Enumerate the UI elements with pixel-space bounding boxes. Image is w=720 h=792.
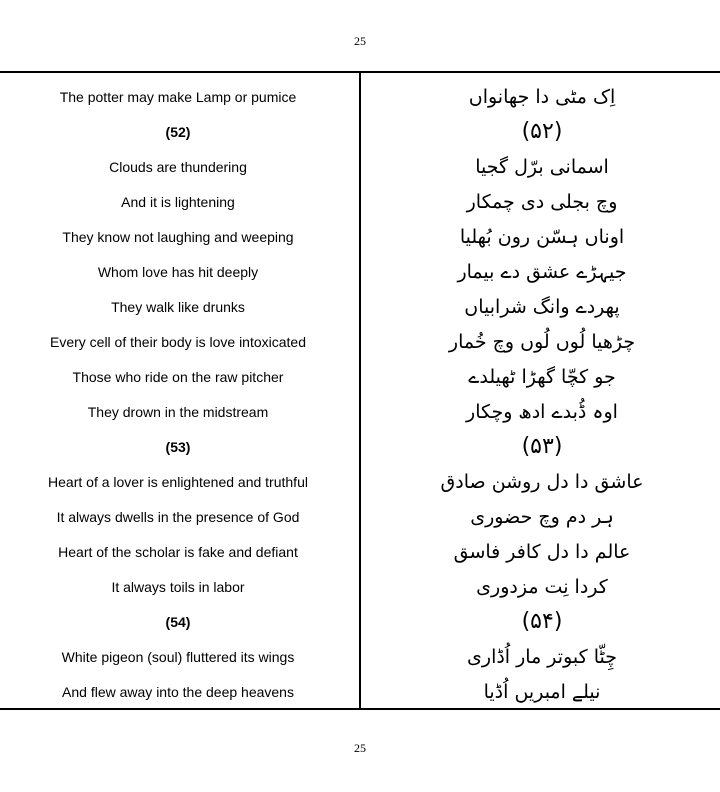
english-row xyxy=(0,254,356,289)
english-row xyxy=(0,80,356,114)
urdu-row xyxy=(364,219,720,254)
urdu-row xyxy=(364,324,720,359)
english-row xyxy=(0,499,356,534)
urdu-row xyxy=(364,184,720,219)
english-row xyxy=(0,149,356,184)
english-line: They know not laughing and weeping xyxy=(62,228,294,245)
bottom-rule xyxy=(0,708,720,710)
english-line: They drown in the midstream xyxy=(87,403,269,420)
urdu-line: ہر دم وچ حضوری xyxy=(470,505,614,528)
urdu-line: اِک مٹی دا جھانواں xyxy=(468,86,616,108)
english-row xyxy=(0,639,356,674)
english-row xyxy=(0,289,356,324)
english-row xyxy=(0,464,356,499)
urdu-line: عالم دا دل کافر فاسق xyxy=(453,540,631,563)
english-row xyxy=(0,674,356,709)
english-row xyxy=(0,569,356,604)
urdu-row xyxy=(364,114,720,149)
english-row xyxy=(0,604,356,639)
english-line: Whom love has hit deeply xyxy=(97,263,259,280)
urdu-line: پھردے وانگ شرابیاں xyxy=(464,295,620,318)
english-row xyxy=(0,324,356,359)
urdu-column xyxy=(364,80,720,709)
urdu-row xyxy=(364,394,720,429)
urdu-row xyxy=(364,289,720,324)
english-line: They walk like drunks xyxy=(111,298,245,315)
english-verse-number: (54) xyxy=(165,613,191,630)
english-line: White pigeon (soul) fluttered its wings xyxy=(61,648,295,665)
urdu-line: اوہ ڈُبدے ادھ وچکار xyxy=(466,400,618,423)
english-verse-number: (53) xyxy=(165,438,191,455)
english-line: It always toils in labor xyxy=(111,578,245,595)
english-row xyxy=(0,394,356,429)
urdu-line: جو کچّا گھڑا ٹھیلدے xyxy=(468,365,616,388)
english-column xyxy=(0,80,356,709)
english-row xyxy=(0,359,356,394)
english-line: Those who ride on the raw pitcher xyxy=(72,368,284,385)
english-row xyxy=(0,114,356,149)
urdu-row xyxy=(364,569,720,604)
english-line: And it is lightening xyxy=(121,193,235,210)
urdu-verse-number: (۵۳) xyxy=(521,434,563,459)
page-number-top: 25 xyxy=(354,34,366,48)
page-number-bottom: 25 xyxy=(354,741,366,755)
urdu-line: چڑھیا لُوں لُوں وچ خُمار xyxy=(448,330,636,353)
urdu-line: چِٹّا کبوتر مار اُڈاری xyxy=(467,645,617,668)
english-row xyxy=(0,184,356,219)
english-line: Every cell of their body is love intoxicated xyxy=(49,333,306,350)
urdu-row xyxy=(364,464,720,499)
urdu-line: کردا نِت مزدوری xyxy=(476,575,608,598)
english-line: The potter may make Lamp or pumice xyxy=(59,89,297,105)
urdu-row xyxy=(364,429,720,464)
english-row xyxy=(0,219,356,254)
column-divider xyxy=(359,71,361,710)
urdu-row xyxy=(364,359,720,394)
english-row xyxy=(0,534,356,569)
urdu-line: نیلے امبریں اُڈیا xyxy=(483,680,601,703)
urdu-line: اسمانی برّل گجیا xyxy=(475,155,609,178)
urdu-row xyxy=(364,674,720,709)
english-line: Heart of a lover is enlightened and truthful xyxy=(48,473,308,490)
urdu-verse-number: (۵۲) xyxy=(521,119,563,144)
urdu-line: وچ بجلی دی چمکار xyxy=(466,190,618,213)
urdu-line: اوناں ہسّن رون بُھلیا xyxy=(459,225,625,248)
urdu-row xyxy=(364,149,720,184)
urdu-verse-number: (۵۴) xyxy=(521,609,563,634)
urdu-row xyxy=(364,604,720,639)
urdu-row xyxy=(364,254,720,289)
english-row xyxy=(0,429,356,464)
urdu-row xyxy=(364,80,720,114)
urdu-line: عاشق دا دل روشن صادق xyxy=(440,470,644,493)
english-line: And flew away into the deep heavens xyxy=(62,683,294,700)
english-line: Heart of the scholar is fake and defiant xyxy=(58,543,298,560)
urdu-row xyxy=(364,534,720,569)
english-line: It always dwells in the presence of God xyxy=(56,508,300,525)
urdu-line: جیہڑے عشق دے بیمار xyxy=(457,260,627,283)
english-line: Clouds are thundering xyxy=(109,158,247,175)
urdu-row xyxy=(364,639,720,674)
urdu-row xyxy=(364,499,720,534)
english-verse-number: (52) xyxy=(165,123,191,140)
